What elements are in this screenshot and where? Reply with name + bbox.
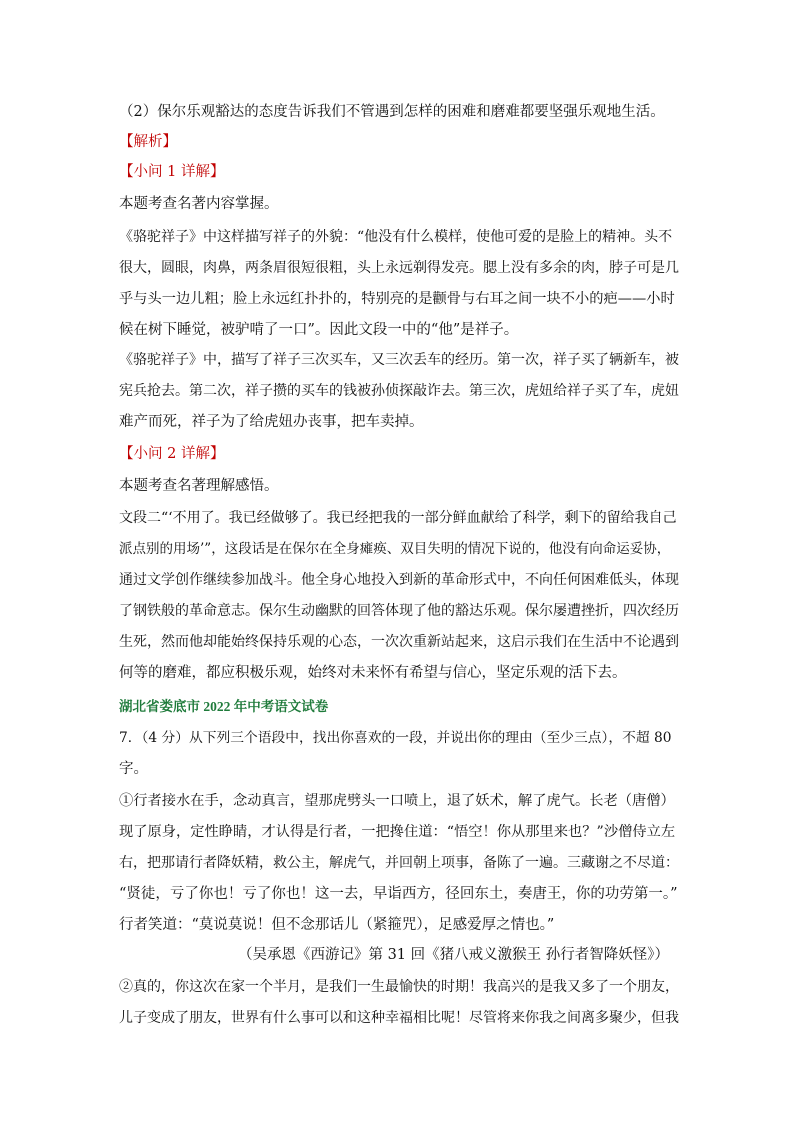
passage-1-line: 右，把那请行者降妖精，救公主，解虎气，并回朝上项事，备陈了一遍。三藏谢之不尽道： bbox=[119, 855, 679, 871]
sub-question-2-label: 【小问 2 详解】 bbox=[119, 446, 225, 462]
q2-text-line: 派点别的用场’”，这段话是在保尔在全身瘫痪、双目失明的情况下说的，他没有向命运妥协， bbox=[119, 541, 671, 557]
passage-1-citation: （吴承恩《西游记》第 31 回《猪八戒义激猴王 孙行者智降妖怪》） bbox=[237, 947, 669, 963]
q2-text-line: 通过文学创作继续参加战斗。他全身心地投入到新的革命形式中，不向任何困难低头，体现 bbox=[119, 572, 679, 588]
q2-text-line: 何等的磨难，都应积极乐观，始终对未来怀有希望与信心，坚定乐观的活下去。 bbox=[119, 665, 627, 681]
answer-paragraph-2: （2）保尔乐观豁达的态度告诉我们不管遇到怎样的困难和磨难都要坚强乐观地生活。 bbox=[119, 104, 665, 120]
sub-question-1-label: 【小问 1 详解】 bbox=[119, 164, 225, 180]
source-title: 湖北省娄底市 2022 年中考语文试卷 bbox=[119, 699, 329, 714]
passage-2-line: ②真的，你这次在家一个半月，是我们一生最愉快的时期！我高兴的是我又多了一个朋友， bbox=[119, 979, 679, 995]
q1-text-line: 宪兵抢去。第二次，祥子攒的买车的钱被孙侦探敲诈去。第三次，虎妞给祥子买了车，虎妞 bbox=[119, 383, 679, 399]
sub-question-1-intro: 本题考查名著内容掌握。 bbox=[119, 196, 279, 212]
analysis-label: 【解析】 bbox=[119, 134, 177, 150]
passage-2-line: 儿子变成了朋友，世界有什么事可以和这种幸福相比呢！尽管将来你我之间离多聚少，但我 bbox=[119, 1010, 679, 1026]
q2-text-line: 了钢铁般的革命意志。保尔生动幽默的回答体现了他的豁达乐观。保尔屡遭挫折，四次经历 bbox=[119, 603, 679, 619]
passage-1-line: ①行者接水在手，念动真言，望那虎劈头一口喷上，退了妖术，解了虎气。长老（唐僧） bbox=[119, 793, 675, 809]
q1-text-line: 候在树下睡觉，被驴啃了一口”。因此文段一中的“他”是祥子。 bbox=[119, 322, 519, 338]
q1-text-line: 乎与头一边儿粗；脸上永远红扑扑的，特别亮的是颧骨与右耳之间一块不小的疤——小时 bbox=[119, 291, 675, 307]
q1-text-line: 《骆驼祥子》中，描写了祥子三次买车，又三次丢车的经历。第一次，祥子买了辆新车，被 bbox=[119, 352, 679, 368]
question-7-line: 字。 bbox=[119, 761, 148, 777]
passage-1-line: 现了原身，定性睁睛，才认得是行者，一把搀住道：“悟空！你从那里来也？”沙僧侍立左 bbox=[119, 824, 676, 840]
q2-text-line: 生死，然而他却能始终保持乐观的心态，一次次重新站起来，这启示我们在生活中不论遇到 bbox=[119, 634, 679, 650]
passage-1-line: 行者笑道：“莫说莫说！但不念那话儿（紧箍咒），足感爱厚之情也。” bbox=[119, 917, 555, 933]
q1-text-line: 《骆驼祥子》中这样描写祥子的外貌：“他没有什么模样，使他可爱的是脸上的精神。头不 bbox=[119, 229, 673, 245]
question-7-line: 7．（4 分）从下列三个语段中，找出你喜欢的一段，并说出你的理由（至少三点），不超 80 bbox=[119, 730, 672, 746]
passage-1-line: “贤徒，亏了你也！亏了你也！这一去，早诣西方，径回东土，奏唐王，你的功劳第一。” bbox=[119, 886, 678, 902]
q1-text-line: 难产而死，祥子为了给虎妞办丧事，把车卖掉。 bbox=[119, 414, 424, 430]
q1-text-line: 很大，圆眼，肉鼻，两条眉很短很粗，头上永远剃得发亮。腮上没有多余的肉，脖子可是几 bbox=[119, 260, 679, 276]
q2-text-line: 文段二“‘不用了。我已经做够了。我已经把我的一部分鲜血献给了科学，剩下的留给我自己 bbox=[119, 510, 677, 526]
sub-question-2-intro: 本题考查名著理解感悟。 bbox=[119, 478, 279, 494]
